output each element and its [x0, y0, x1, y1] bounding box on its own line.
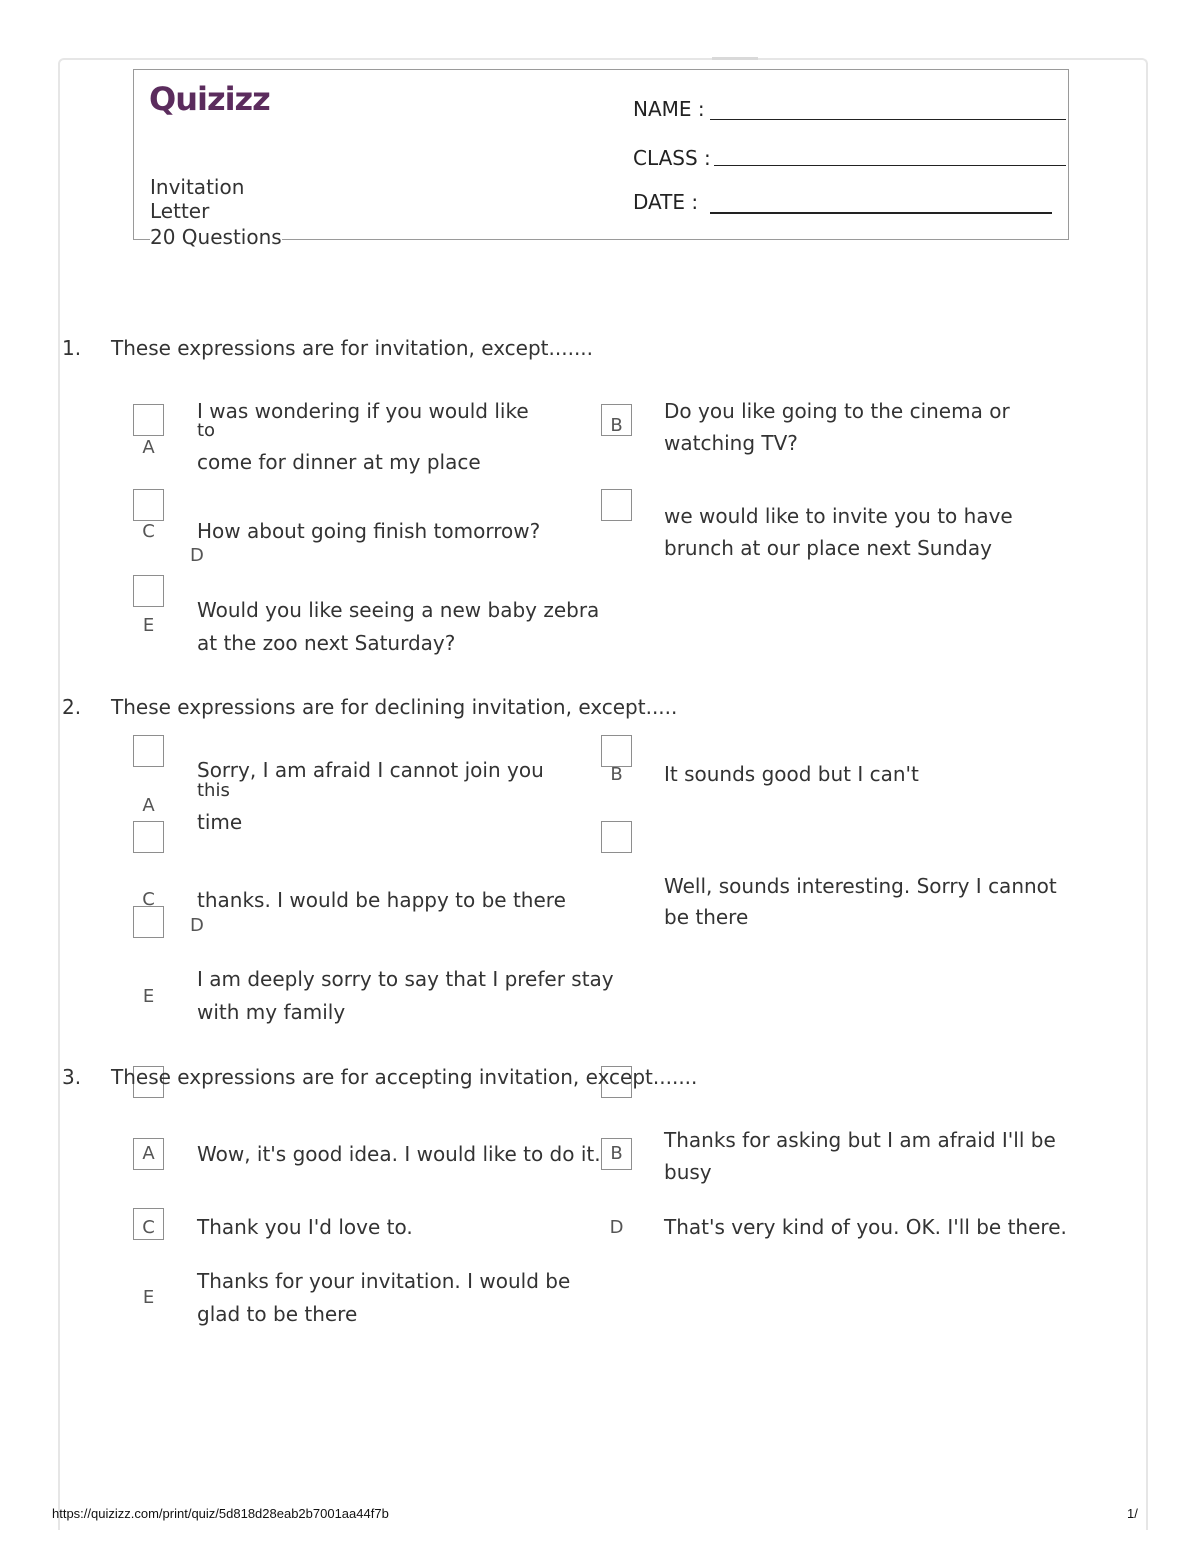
header-box — [133, 69, 1069, 240]
class-field[interactable] — [714, 165, 1066, 166]
option-c-checkbox[interactable] — [133, 821, 164, 853]
option-a-text-line-1: I was wondering if you would like — [197, 399, 529, 423]
option-a-letter: A — [142, 437, 155, 458]
name-label: NAME : — [633, 97, 705, 121]
option-d-text-line-1: Well, sounds interesting. Sorry I cannot — [664, 874, 1057, 898]
option-d-text-line-1: we would like to invite you to have — [664, 504, 1013, 528]
option-e-text-line-1: Thanks for your invitation. I would be — [197, 1269, 571, 1293]
option-b-letter: B — [610, 415, 623, 436]
option-d-text-line-2: be there — [664, 905, 749, 929]
option-d-letter[interactable]: D — [609, 1217, 624, 1238]
page-divider — [712, 57, 758, 60]
option-e-checkbox[interactable] — [133, 906, 164, 938]
question-number: 3. — [62, 1065, 82, 1089]
option-b-text-line-2: busy — [664, 1160, 712, 1184]
option-a-letter: A — [142, 1143, 155, 1164]
quiz-title — [150, 175, 270, 223]
quiz-title-line-2: Letter — [150, 199, 210, 223]
option-b-text-line-1: Thanks for asking but I am afraid I'll be — [664, 1128, 1056, 1152]
option-a-text-line-2: this — [197, 780, 230, 801]
date-field[interactable] — [710, 212, 1052, 214]
option-a-text-line-1: Sorry, I am afraid I cannot join you — [197, 758, 544, 782]
option-a-text-line-3: come for dinner at my place — [197, 450, 481, 474]
question-number: 1. — [62, 336, 82, 360]
date-label: DATE : — [633, 190, 699, 214]
option-c-letter: C — [142, 521, 155, 542]
option-e-text-line-2: with my family — [197, 1000, 346, 1024]
option-a-text: Wow, it's good idea. I would like to do it. — [197, 1142, 601, 1166]
option-d-text-line-2: brunch at our place next Sunday — [664, 536, 992, 560]
option-e-text-line-1: I am deeply sorry to say that I prefer stay — [197, 967, 614, 991]
option-c-letter: C — [142, 889, 155, 910]
question-number: 2. — [62, 695, 82, 719]
page-number: 1/ — [1127, 1506, 1138, 1521]
option-b-text-line-1: Do you like going to the cinema or — [664, 399, 1010, 423]
option-b-letter: B — [610, 1143, 623, 1164]
option-c-text: How about going finish tomorrow? — [197, 519, 541, 543]
question-text: These expressions are for accepting invitation, except....... — [111, 1065, 698, 1089]
option-b-checkbox[interactable] — [601, 735, 632, 767]
class-label: CLASS : — [633, 146, 711, 170]
name-field[interactable] — [710, 119, 1066, 120]
option-e-text-line-2: glad to be there — [197, 1302, 358, 1326]
option-e-text-line-1: Would you like seeing a new baby zebra — [197, 598, 600, 622]
option-e-letter[interactable]: E — [142, 1287, 155, 1308]
question-text: These expressions are for invitation, except....... — [111, 336, 594, 360]
footer-url: https://quizizz.com/print/quiz/5d818d28eab2b7001aa44f7b — [52, 1506, 389, 1521]
option-e-text-line-2: at the zoo next Saturday? — [197, 631, 456, 655]
option-d-checkbox[interactable] — [601, 821, 632, 853]
option-a-checkbox[interactable] — [133, 404, 164, 436]
option-c-text: thanks. I would be happy to be there — [197, 888, 566, 912]
option-d-text: That's very kind of you. OK. I'll be there. — [664, 1215, 1067, 1239]
option-c-checkbox[interactable] — [133, 489, 164, 521]
option-a-text-line-2: to — [197, 420, 216, 441]
quizizz-logo: Quizizz — [149, 80, 270, 118]
option-a-checkbox[interactable] — [133, 735, 164, 767]
option-e-letter: E — [142, 986, 155, 1007]
question-count: 20 Questions — [150, 225, 282, 249]
quiz-title-line-1: Invitation — [150, 175, 245, 199]
question-text: These expressions are for declining invitation, except..... — [111, 695, 678, 719]
option-a-text-line-3: time — [197, 810, 243, 834]
option-c-text: Thank you I'd love to. — [197, 1215, 413, 1239]
option-e-checkbox[interactable] — [133, 575, 164, 607]
option-a-letter: A — [142, 795, 155, 816]
option-d-checkbox[interactable] — [601, 489, 632, 521]
option-b-text: It sounds good but I can't — [664, 762, 919, 786]
option-b-letter: B — [610, 764, 623, 785]
option-e-letter: E — [142, 615, 155, 636]
option-d-letter: D — [190, 545, 204, 566]
option-c-letter: C — [142, 1217, 155, 1238]
option-d-letter: D — [190, 915, 204, 936]
option-b-text-line-2: watching TV? — [664, 431, 798, 455]
